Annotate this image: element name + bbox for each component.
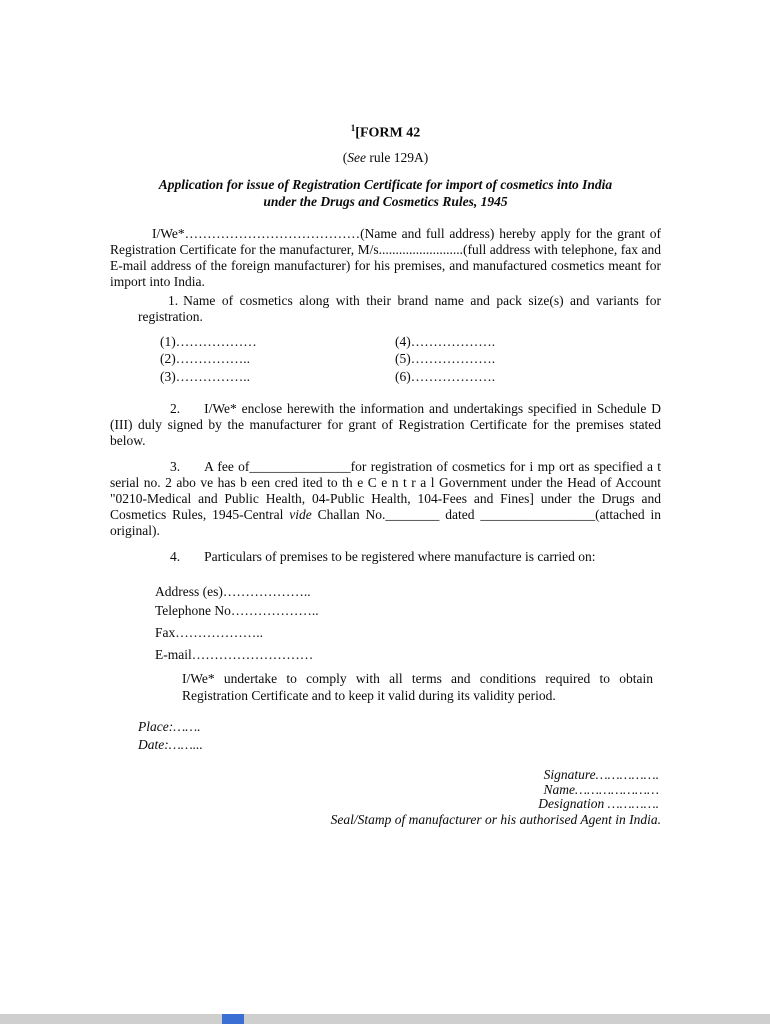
form-title-text: [FORM 42 <box>355 125 421 141</box>
item-2-text: I/We* enclose herewith the information and undertakings specified in Schedule D (III) duly signed by the manufacturer for grant of Registration Certificate for the premises stated below. <box>110 401 661 449</box>
cosmetics-list <box>160 333 661 386</box>
name-line: Name………………… <box>543 781 659 797</box>
item-1 <box>138 293 661 325</box>
item-3-text-part1: A fee of_______________for registration of cosmetics for i mp ort as specified a t serial no. 2 abo ve has b een cred ited to th e C e n t r a l Government under the Head of Account "0210-Medical and Public Health, 04-Public Health, 104-Fees and Fines] under the Drugs and Cosmetics Rules, 1945-Central <box>110 459 661 523</box>
signature-block <box>110 768 659 812</box>
rule-ref-rest: rule 129A) <box>366 149 429 165</box>
item-3-text-part2: Challan No.________ dated _________________(attached in original). <box>110 507 661 539</box>
heading-line-2: under the Drugs and Cosmetics Rules, 1945 <box>263 193 508 209</box>
place-line: Place:……. <box>138 719 201 735</box>
form-title-footnote-marker: 1 <box>350 123 356 133</box>
heading-line-1: Application for issue of Registration Certificate for import of cosmetics into India <box>158 176 613 192</box>
item-3 <box>110 459 661 539</box>
designation-line: Designation …………. <box>538 796 659 812</box>
item-1-text: Name of cosmetics along with their brand name and pack size(s) and variants for registration. <box>138 292 661 324</box>
document-content <box>110 120 661 828</box>
rule-ref-open: ( <box>342 149 348 165</box>
list-item: (4)………………. <box>395 333 496 349</box>
viewer-footer-bar <box>0 1014 770 1024</box>
cosmetics-list-left-column <box>160 333 395 386</box>
item-4-text: Particulars of premises to be registered where manufacture is carried on: <box>204 549 596 565</box>
premises-details <box>155 582 661 664</box>
form-title <box>110 120 661 142</box>
fax-line: Fax……………….. <box>155 625 263 641</box>
item-1-number: 1. <box>168 292 179 308</box>
document-heading <box>110 176 661 210</box>
scrollbar-thumb[interactable] <box>222 1014 244 1024</box>
undertaking-paragraph: I/We* undertake to comply with all terms and conditions required to obtain Registration Certificate and to keep it valid during its validity period. <box>182 671 653 704</box>
item-3-vide: vide <box>289 507 312 523</box>
item-2 <box>110 401 661 449</box>
item-4 <box>110 549 661 565</box>
date-line: Date:……... <box>138 737 203 753</box>
item-4-number: 4. <box>170 549 181 565</box>
list-item: (1)……………… <box>160 333 257 349</box>
telephone-line: Telephone No……………….. <box>155 603 319 619</box>
seal-stamp-line: Seal/Stamp of manufacturer or his authorised Agent in India. <box>330 811 661 827</box>
rule-ref-see: See <box>347 149 366 165</box>
list-item: (2)…………….. <box>160 351 250 367</box>
email-line: E-mail……………………… <box>155 647 314 663</box>
place-date-block <box>138 718 661 754</box>
list-item: (5)………………. <box>395 351 496 367</box>
signature-line: Signature……………. <box>543 767 659 783</box>
address-line: Address (es)……………….. <box>155 584 311 600</box>
item-2-number: 2. <box>170 401 181 417</box>
intro-paragraph: I/We*…………………………………(Name and full address) hereby apply for the grant of Registration Certificate for the manufacturer, M/s.........................(full address with telephone, fax and E-mail address of the foreign manufacturer) for his premises, and manufactured cosmetics meant for import into India. <box>110 225 661 289</box>
list-item: (6)………………. <box>395 368 496 384</box>
item-3-number: 3. <box>170 459 181 475</box>
rule-reference <box>110 150 661 166</box>
list-item: (3)…………….. <box>160 368 250 384</box>
cosmetics-list-right-column <box>395 333 595 386</box>
